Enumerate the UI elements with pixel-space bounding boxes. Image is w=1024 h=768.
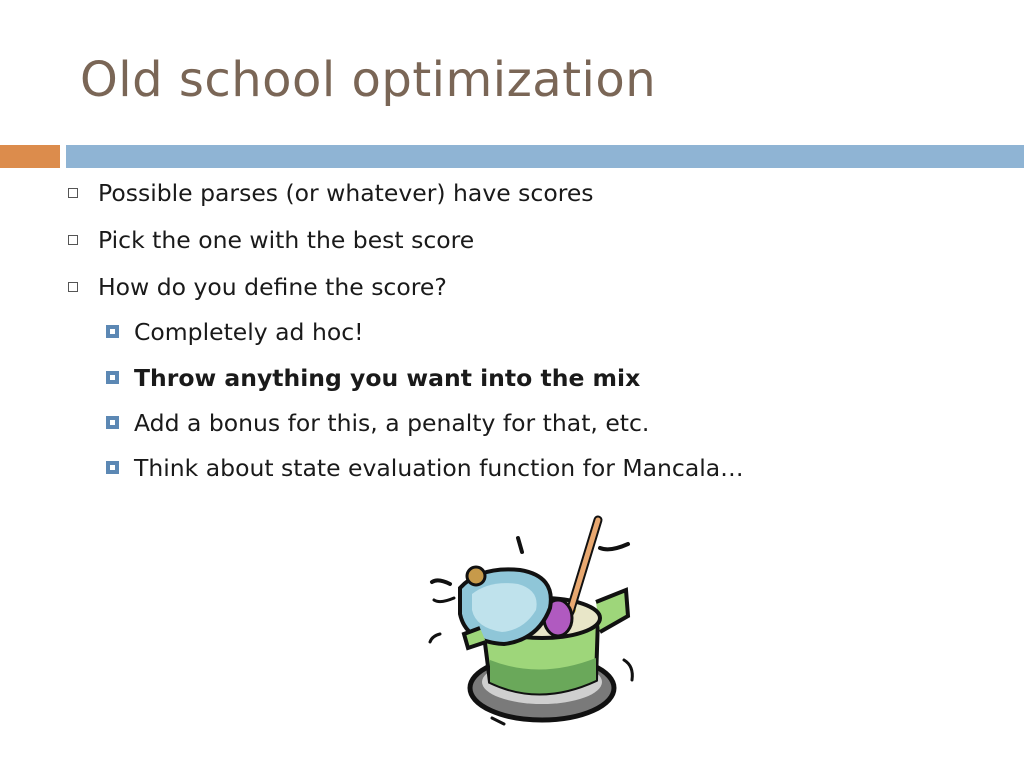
- filled-square-bullet-icon: [106, 325, 119, 338]
- filled-square-bullet-icon: [106, 416, 119, 429]
- title-accent-bar-blue: [66, 145, 1024, 168]
- cooking-pot-icon: [420, 510, 640, 740]
- title-accent-bar-orange: [0, 145, 60, 168]
- bullet-text: Possible parses (or whatever) have scores: [98, 179, 594, 207]
- sub-bullet-text: Throw anything you want into the mix: [134, 364, 641, 392]
- filled-square-bullet-icon: [106, 461, 119, 474]
- sub-bullet-item: [134, 409, 649, 437]
- square-bullet-icon: [68, 188, 78, 198]
- filled-square-bullet-icon: [106, 371, 119, 384]
- bullet-text: How do you define the score?: [98, 273, 447, 301]
- sub-bullet-text: Add a bonus for this, a penalty for that, etc.: [134, 409, 650, 437]
- sub-bullet-item: [134, 454, 744, 482]
- sub-bullet-text: Think about state evaluation function for Mancala…: [134, 454, 744, 482]
- square-bullet-icon: [68, 282, 78, 292]
- square-bullet-icon: [68, 235, 78, 245]
- bullet-item: [98, 179, 594, 207]
- sub-bullet-item: [134, 318, 364, 346]
- bullet-item: [98, 273, 447, 301]
- sub-bullet-item: [134, 364, 640, 392]
- slide-title: Old school optimization: [80, 52, 657, 108]
- bullet-text: Pick the one with the best score: [98, 226, 475, 254]
- bullet-item: [98, 226, 474, 254]
- sub-bullet-text: Completely ad hoc!: [134, 318, 364, 346]
